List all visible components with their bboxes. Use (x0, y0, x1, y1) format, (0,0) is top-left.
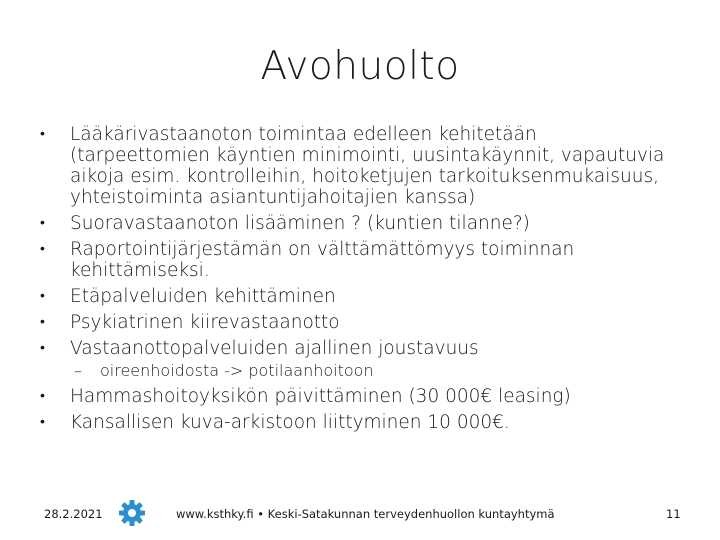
list-item (40, 386, 680, 407)
bullet-dot: • (40, 241, 45, 257)
list-item-text: Lääkärivastaanoton toimintaa edelleen kehitetään (tarpeettomien käyntien minimointi, uusintakäynnit, vapautuvia aikoja esim. kontrolleihin, hoitoketjujen tarkoituksenmukaisuus, yhteistoiminta asiantuntijahoitajien kanssa) (70, 124, 665, 208)
list-item (40, 239, 680, 281)
list-item (40, 338, 680, 359)
page-number: 11 (666, 507, 681, 521)
list-item-text: Hammashoitoyksikön päivittäminen (30 000€ leasing) (70, 386, 571, 407)
sub-list-item-text: oireenhoidosta -> potilaanhoitoon (100, 361, 374, 380)
list-item (40, 412, 680, 433)
gear-logo-icon (116, 497, 148, 529)
list-item-text: Raportointijärjestämän on välttämättömyys toiminnan kehittämiseksi. (70, 239, 575, 281)
bullet-dot: • (40, 288, 45, 304)
slide-title: Avohuolto (260, 44, 460, 89)
footer-date: 28.2.2021 (44, 507, 103, 521)
sub-list-item (40, 361, 680, 380)
list-item (40, 213, 680, 234)
bullet-dot: • (40, 340, 45, 356)
list-item (40, 286, 680, 307)
bullet-dot: • (40, 414, 45, 430)
list-item-text: Psykiatrinen kiirevastaanotto (70, 312, 340, 333)
bullet-list (40, 124, 680, 438)
bullet-dot: • (40, 215, 45, 231)
slide-footer (0, 505, 720, 527)
list-item (40, 312, 680, 333)
list-item-text: Kansallisen kuva-arkistoon liittyminen 10 000€. (70, 412, 510, 433)
list-item-text: Suoravastaanoton lisääminen ? (kuntien tilanne?) (70, 213, 530, 234)
list-item (40, 124, 680, 208)
list-item-text: Vastaanottopalveluiden ajallinen joustavuus (70, 338, 479, 359)
bullet-dot: • (40, 388, 45, 404)
sub-bullet-dash: – (74, 361, 82, 380)
bullet-dot: • (40, 314, 45, 330)
list-item-text: Etäpalveluiden kehittäminen (70, 286, 336, 307)
footer-website: www.ksthky.fi • Keski-Satakunnan terveydenhuollon kuntayhtymä (176, 507, 555, 521)
bullet-dot: • (40, 126, 45, 142)
